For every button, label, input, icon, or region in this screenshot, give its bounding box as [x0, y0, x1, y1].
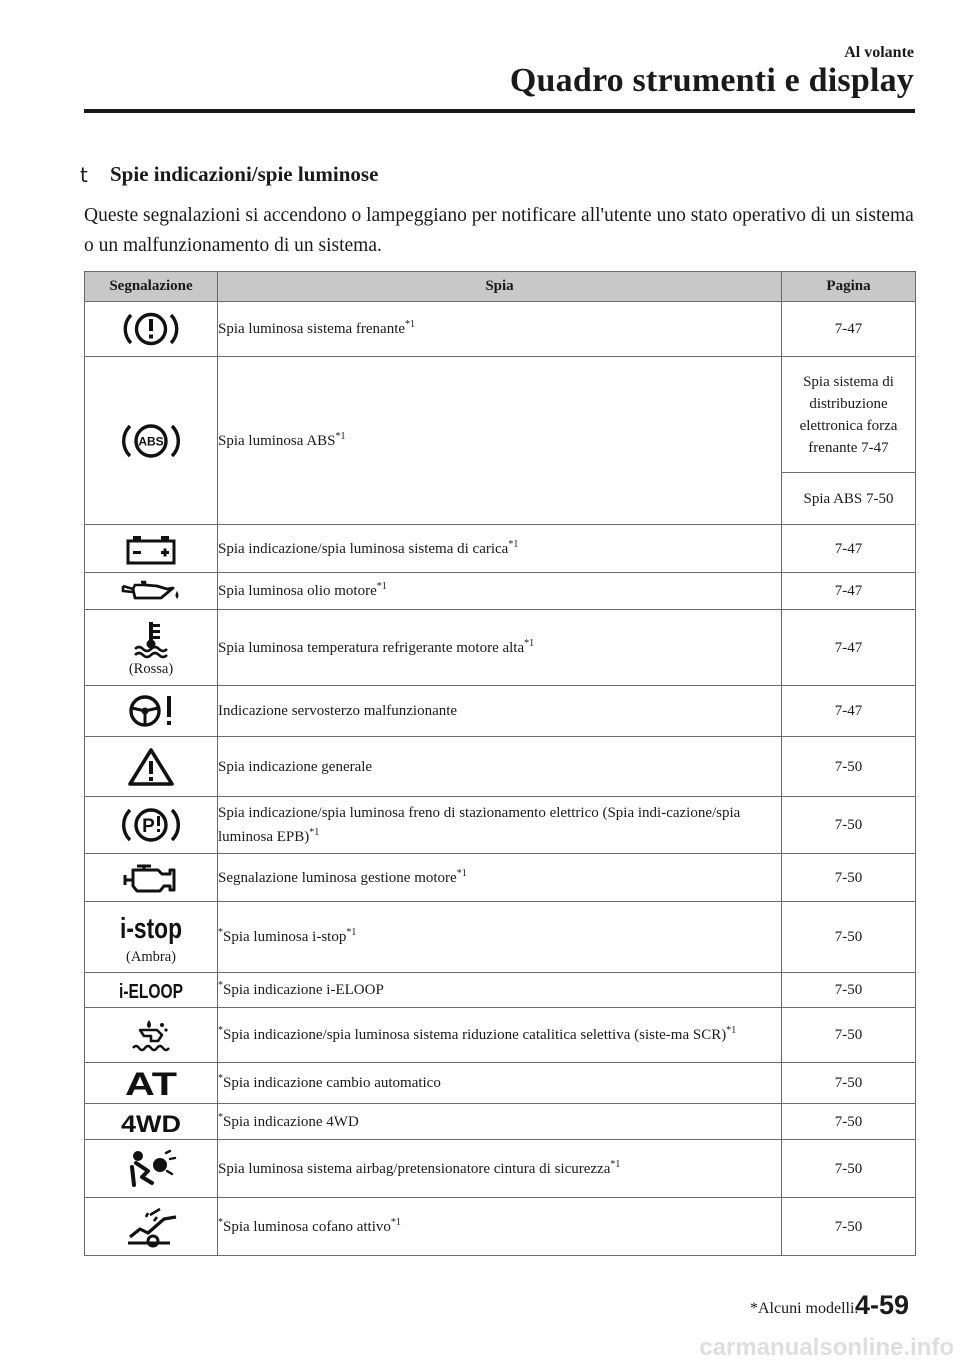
table-row: [85, 1198, 916, 1256]
row-page: 7-47: [782, 686, 916, 737]
row-desc: Spia indicazione generale: [218, 737, 782, 797]
row-desc: Spia indicazione/spia luminosa sistema riduzione catalitica selettiva (siste-ma SCR): [223, 1027, 727, 1043]
row-desc: Spia indicazione/spia luminosa sistema di carica: [218, 540, 509, 557]
table-row: [85, 854, 916, 902]
row-page: 7-50: [782, 854, 916, 902]
row-page: 7-50: [782, 973, 916, 1008]
row-desc: Spia luminosa ABS: [218, 432, 336, 449]
footnote-ref: *1: [346, 927, 357, 938]
footnote-ref: *1: [405, 319, 416, 330]
row-desc: Segnalazione luminosa gestione motore: [218, 869, 457, 886]
row-desc: Spia luminosa olio motore: [218, 583, 377, 599]
row-desc: Spia luminosa i-stop: [223, 929, 347, 945]
i-stop-icon: [116, 908, 186, 946]
model-mark: *: [218, 980, 223, 991]
row-page-ebd: Spia sistema di distribuzione elettronica forza frenante 7-47: [782, 357, 916, 473]
model-mark: *: [218, 1025, 223, 1036]
header-signal: Segnalazione: [85, 272, 218, 302]
table-header-row: [85, 272, 916, 302]
row-page: 7-50: [782, 1140, 916, 1198]
model-mark: *: [218, 927, 223, 938]
row-desc: Spia indicazione 4WD: [223, 1113, 359, 1130]
model-mark: *: [218, 1216, 223, 1228]
row-desc: Spia indicazione i-ELOOP: [223, 982, 384, 998]
table-row: [85, 973, 916, 1008]
warning-lights-table: [84, 271, 916, 1256]
header-light: Spia: [218, 272, 782, 302]
coolant-temperature-icon: [129, 618, 173, 658]
watermark: carmanualsonline.info: [699, 1334, 954, 1361]
intro-paragraph: Queste segnalazioni si accendono o lampeggiano per notificare all'utente uno stato operativo di un sistema o un malfunzionamento di un sistema.: [84, 205, 914, 256]
i-stop-label: i-stop: [120, 913, 182, 945]
footnote-ref: *1: [726, 1025, 737, 1036]
svg-text:P: P: [142, 816, 155, 837]
4wd-label: 4WD: [121, 1110, 181, 1138]
oil-can-icon: [119, 578, 183, 604]
row-page: 7-47: [782, 610, 916, 686]
table-row: [85, 1008, 916, 1063]
footnote-ref: *1: [456, 867, 467, 879]
row-page-abs: Spia ABS 7-50: [782, 473, 916, 525]
row-page: 7-47: [782, 525, 916, 573]
footnote-ref: *1: [376, 581, 387, 592]
row-page: 7-47: [782, 302, 916, 357]
icon-caption: (Ambra): [126, 949, 176, 965]
footnote-ref: *1: [390, 1216, 401, 1228]
svg-text:ABS: ABS: [138, 434, 164, 448]
parking-brake-icon: [120, 804, 182, 846]
row-desc: Spia luminosa sistema airbag/pretensionatore cintura di sicurezza: [218, 1160, 611, 1177]
row-page: 7-50: [782, 1063, 916, 1104]
table-row: [85, 1063, 916, 1104]
table-row: [85, 357, 916, 473]
at-label: AT: [125, 1066, 178, 1102]
footnote-ref: *1: [508, 538, 519, 550]
general-warning-icon: [126, 746, 176, 788]
icon-caption: (Rossa): [128, 660, 174, 677]
i-eloop-label: i-ELOOP: [119, 981, 183, 1003]
scr-system-icon: [124, 1015, 178, 1055]
footnote-text: *Alcuni modelli.: [750, 1300, 859, 1317]
table-row: [85, 525, 916, 573]
table-row: [85, 902, 916, 973]
section-marker: t: [80, 163, 88, 187]
row-page: 7-50: [782, 1104, 916, 1140]
brake-warning-icon: [121, 309, 181, 349]
4wd-icon: [119, 1108, 183, 1136]
footnote-ref: *1: [309, 827, 320, 838]
row-desc: Spia indicazione cambio automatico: [223, 1075, 441, 1091]
table-row: [85, 1104, 916, 1140]
model-mark: *: [218, 1111, 223, 1123]
automatic-transmission-icon: [121, 1066, 181, 1102]
section-title: Spie indicazioni/spie luminose: [110, 162, 379, 186]
table-row: [85, 737, 916, 797]
table-row: [85, 686, 916, 737]
footnote-ref: *1: [610, 1158, 621, 1170]
row-page: 7-50: [782, 1198, 916, 1256]
power-steering-icon: [123, 692, 179, 730]
section-label: Al volante: [844, 44, 914, 61]
row-desc: Indicazione servosterzo malfunzionante: [218, 686, 782, 737]
page-number: 4-59: [855, 1290, 910, 1320]
i-eloop-icon: [116, 977, 186, 1003]
table-row: [85, 302, 916, 357]
engine-check-icon: [120, 861, 182, 895]
footnote-ref: *1: [335, 430, 346, 442]
table-row: [85, 797, 916, 854]
header-page: Pagina: [782, 272, 916, 302]
footnote-ref: *1: [524, 637, 535, 649]
row-desc: Spia luminosa cofano attivo: [223, 1218, 391, 1235]
row-page: 7-47: [782, 573, 916, 610]
row-desc: Spia indicazione/spia luminosa freno di stazionamento elettrico (Spia indi-cazione/spia luminosa EPB): [218, 805, 741, 845]
airbag-icon: [122, 1147, 180, 1191]
header-rule: [84, 109, 915, 113]
model-mark: *: [218, 1073, 223, 1084]
row-desc: Spia luminosa sistema frenante: [218, 321, 406, 337]
row-page: 7-50: [782, 797, 916, 854]
table-row: [85, 573, 916, 610]
active-bonnet-icon: [120, 1205, 182, 1249]
chapter-title: Quadro strumenti e display: [509, 62, 914, 99]
row-page: 7-50: [782, 902, 916, 973]
table-row: [85, 1140, 916, 1198]
battery-charging-icon: [121, 532, 181, 566]
row-page: 7-50: [782, 737, 916, 797]
table-row: [85, 610, 916, 686]
row-desc: Spia luminosa temperatura refrigerante motore alta: [218, 639, 525, 656]
abs-warning-icon: [120, 420, 182, 462]
row-page: 7-50: [782, 1008, 916, 1063]
